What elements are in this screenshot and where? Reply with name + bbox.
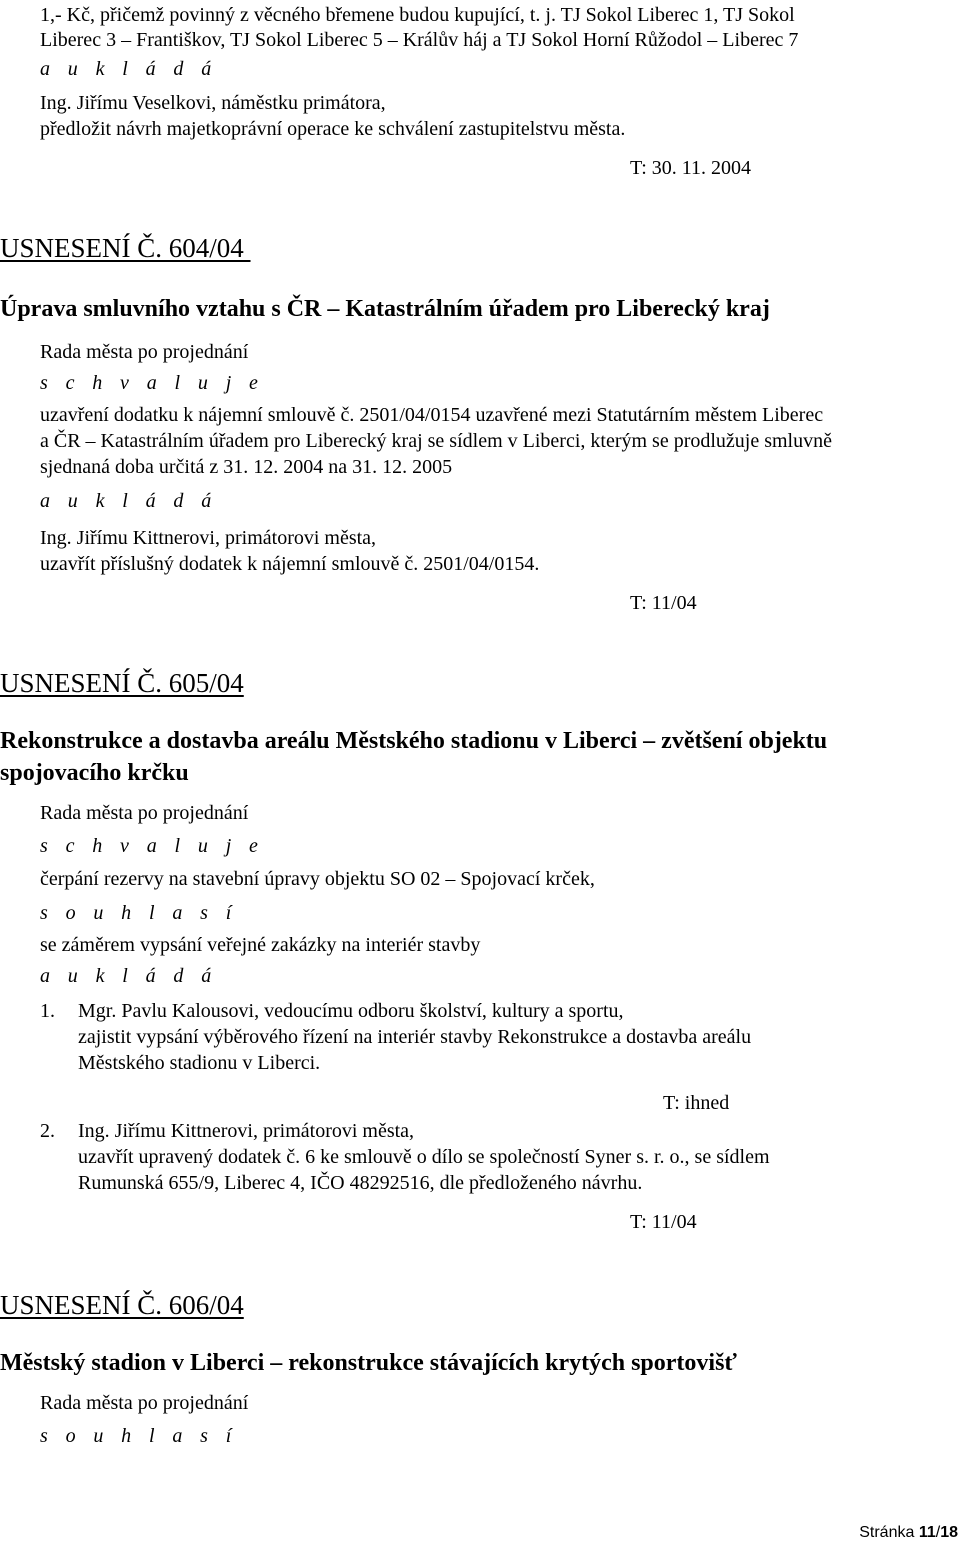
paragraph-line: se záměrem vypsání veřejné zakázky na interiér stavby [40,934,481,956]
responsible-person: Ing. Jiřímu Veselkovi, náměstku primátora, [40,92,386,114]
souhlasi-heading: s o u h l a s í [40,902,238,924]
paragraph-line: a ČR – Katastrálním úřadem pro Liberecký kraj se sídlem v Liberci, kterým se prodlužuje smluvně [40,430,832,452]
resolution-title: spojovacího krčku [0,760,189,786]
responsible-person: Mgr. Pavlu Kalousovi, vedoucímu odboru školství, kultury a sportu, [78,1000,624,1022]
responsible-person: Ing. Jiřímu Kittnerovi, primátorovi města, [78,1120,415,1142]
deadline: T: 11/04 [630,1211,697,1233]
task-text: Městského stadionu v Liberci. [78,1052,321,1074]
deadline: T: ihned [663,1092,730,1114]
paragraph-line: 1,- Kč, přičemž povinný z věcného břemene budou kupující, t. j. TJ Sokol Liberec 1, TJ Sokol [40,4,795,26]
resolution-title: Rekonstrukce a dostavba areálu Městského stadionu v Liberci – zvětšení objektu [0,728,828,754]
paragraph-line: Liberec 3 – Františkov, TJ Sokol Liberec 5 – Králův háj a TJ Sokol Horní Růžodol – Liberec 7 [40,29,799,51]
task-text: Rumunská 655/9, Liberec 4, IČO 48292516, dle předloženého návrhu. [78,1172,643,1194]
resolution-title: Úprava smluvního vztahu s ČR – Katastrálním úřadem pro Liberecký kraj [0,296,770,322]
page-footer [859,1523,958,1543]
item-number: 1. [40,1000,55,1022]
task-text: předložit návrh majetkoprávní operace ke schválení zastupitelstvu města. [40,118,626,140]
rada-intro: Rada města po projednání [40,341,249,363]
ukladat-heading: a u k l á d á [40,58,218,80]
footer-label: Stránka [859,1524,919,1541]
footer-separator: / [935,1524,941,1541]
task-text: uzavřít upravený dodatek č. 6 ke smlouvě o dílo se společností Syner s. r. o., se sídlem [78,1146,770,1168]
task-text: uzavřít příslušný dodatek k nájemní smlouvě č. 2501/04/0154. [40,553,540,575]
souhlasi-heading: s o u h l a s í [40,1425,238,1447]
schvaluje-heading: s c h v a l u j e [40,372,265,394]
paragraph-line: uzavření dodatku k nájemní smlouvě č. 2501/04/0154 uzavřené mezi Statutárním městem Liberec [40,404,824,426]
paragraph-line: čerpání rezervy na stavební úpravy objektu SO 02 – Spojovací krček, [40,868,595,890]
resolution-number: USNESENÍ Č. 605/04 [0,668,244,698]
rada-intro: Rada města po projednání [40,802,249,824]
deadline: T: 11/04 [630,592,697,614]
responsible-person: Ing. Jiřímu Kittnerovi, primátorovi města, [40,527,377,549]
task-text: zajistit vypsání výběrového řízení na interiér stavby Rekonstrukce a dostavba areálu [78,1026,752,1048]
resolution-number: USNESENÍ Č. 606/04 [0,1290,244,1320]
rada-intro: Rada města po projednání [40,1392,249,1414]
item-number: 2. [40,1120,55,1142]
resolution-number: USNESENÍ Č. 604/04 [0,233,251,263]
ukladat-heading: a u k l á d á [40,965,218,987]
resolution-title: Městský stadion v Liberci – rekonstrukce stávajících krytých sportovišť [0,1350,737,1376]
schvaluje-heading: s c h v a l u j e [40,835,265,857]
page-number: 11 [918,1524,936,1541]
deadline: T: 30. 11. 2004 [630,157,752,179]
paragraph-line: sjednaná doba určitá z 31. 12. 2004 na 31. 12. 2005 [40,456,453,478]
ukladat-heading: a u k l á d á [40,490,218,512]
page-total: 18 [940,1524,958,1541]
